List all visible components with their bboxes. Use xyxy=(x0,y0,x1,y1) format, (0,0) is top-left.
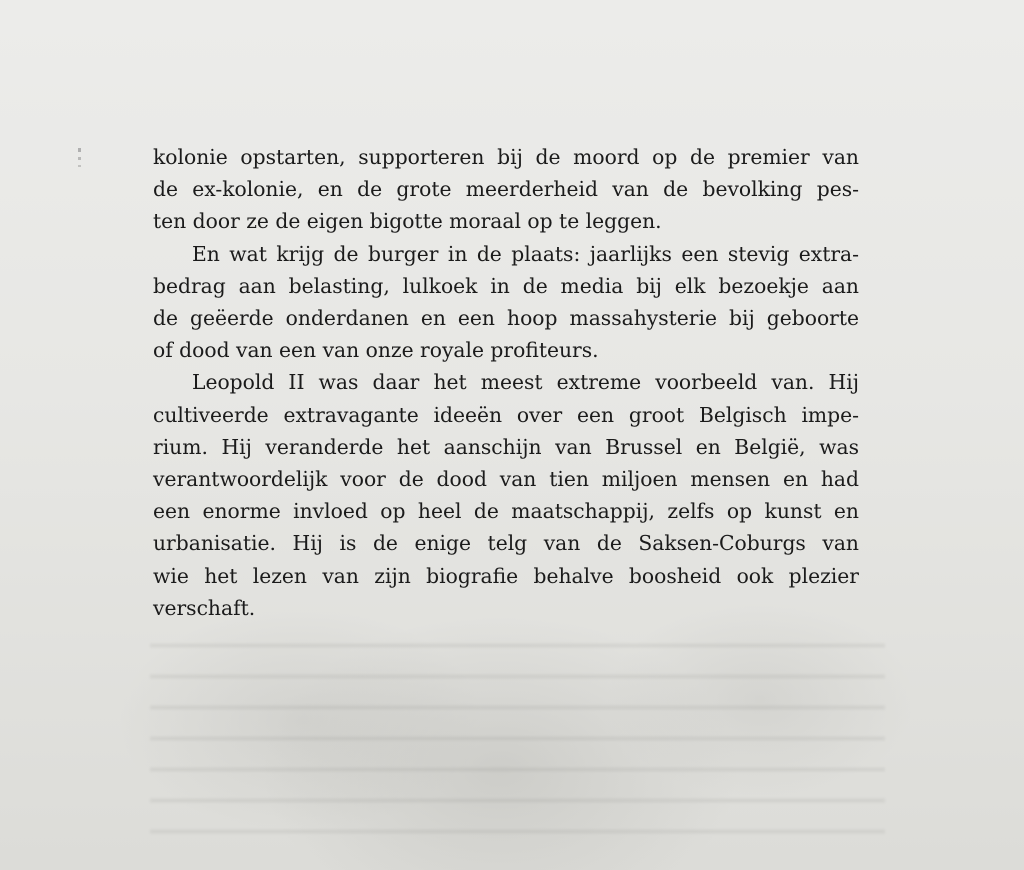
text-line: En wat krijg de burger in de plaats: jaarlijks een stevig extra- xyxy=(192,241,859,266)
text-line: bedrag aan belasting, lulkoek in de media bij elk bezoekje aan xyxy=(153,273,859,298)
text-line: kolonie opstarten, supporteren bij de moord op de premier van xyxy=(153,145,859,169)
text-line: Leopold II was daar het meest extreme voorbeeld van. Hij xyxy=(192,370,859,395)
text-line: urbanisatie. Hij is de enige telg van de Saksen-Coburgs van xyxy=(153,531,859,556)
text-line: cultiveerde extravagante ideeën over een groot Belgisch impe- xyxy=(153,402,859,427)
text-line: ten door ze de eigen bigotte moraal op te leggen. xyxy=(153,209,662,234)
margin-speck xyxy=(78,148,81,172)
text-line: de ex-kolonie, en de grote meerderheid van de bevolking pes- xyxy=(153,177,859,202)
text-line: of dood van een van onze royale profiteurs. xyxy=(153,338,599,363)
text-line: wie het lezen van zijn biografie behalve boosheid ook plezier xyxy=(153,563,859,588)
body-text xyxy=(153,141,859,624)
text-line: rium. Hij veranderde het aanschijn van Brussel en België, was xyxy=(153,434,859,459)
bleed-through-text xyxy=(150,625,885,855)
text-line: een enorme invloed op heel de maatschappij, zelfs op kunst en xyxy=(153,499,859,524)
text-line: verantwoordelijk voor de dood van tien miljoen mensen en had xyxy=(153,467,859,492)
text-line: verschaft. xyxy=(153,595,256,620)
text-line: de geëerde onderdanen en een hoop massahysterie bij geboorte xyxy=(153,306,859,331)
